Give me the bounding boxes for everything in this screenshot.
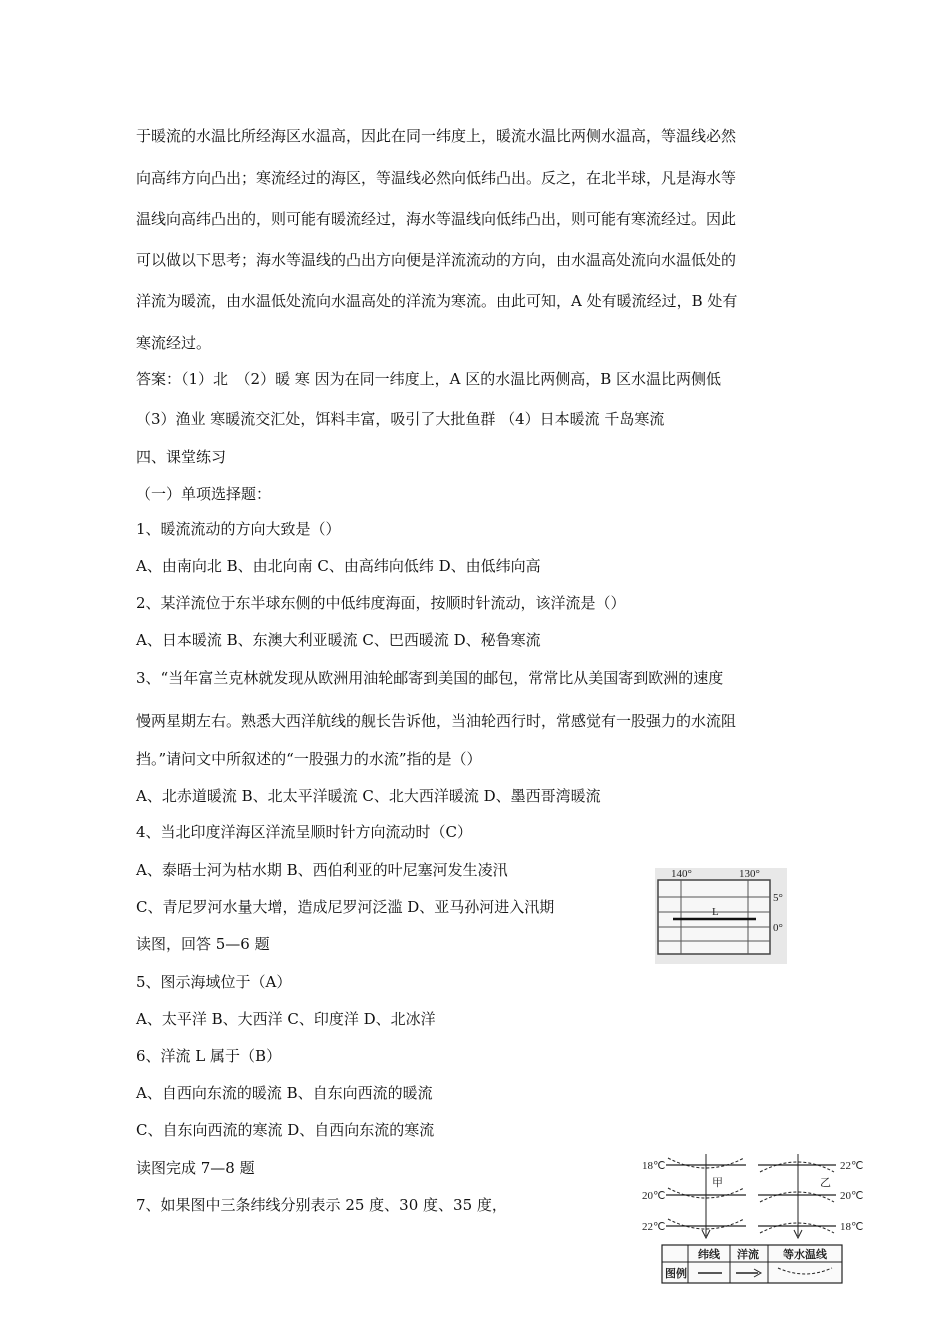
temp-label: 18℃ [840, 1221, 864, 1233]
current-l-label: L [712, 906, 719, 918]
question-line: 4、当北印度洋海区洋流呈顺时针方向流动时（C） [136, 823, 473, 841]
answer-line: 答案：（1）北 （2）暖 寒 因为在同一纬度上，A 区的水温比两侧高，B 区水温比两侧低 [136, 370, 722, 388]
paragraph-line: 寒流经过。 [136, 334, 212, 352]
temp-label: 18℃ [642, 1160, 666, 1172]
temp-label: 22℃ [840, 1160, 864, 1172]
option-line: A、北赤道暖流 B、北太平洋暖流 C、北大西洋暖流 D、墨西哥湾暖流 [136, 787, 601, 805]
answer-line: （3）渔业 寒暖流交汇处，饵料丰富，吸引了大批鱼群 （4）日本暖流 千岛寒流 [136, 410, 665, 428]
label-yi: 乙 [820, 1177, 831, 1189]
label-jia: 甲 [712, 1177, 723, 1189]
question-line: 读图完成 7—8 题 [136, 1159, 255, 1177]
legend-item-current: 洋流 [737, 1249, 759, 1261]
question-line: 1、暖流流动的方向大致是（） [136, 520, 341, 538]
temp-label: 20℃ [840, 1190, 864, 1202]
question-line: 5、图示海域位于（A） [136, 973, 292, 991]
option-line: A、泰晤士河为枯水期 B、西伯利亚的叶尼塞河发生凌汛 [136, 861, 508, 879]
question-line: 读图，回答 5—6 题 [136, 935, 270, 953]
question-line: 6、洋流 L 属于（B） [136, 1047, 282, 1065]
legend-title: 图例 [665, 1268, 687, 1280]
section-title: 四、课堂练习 [136, 448, 227, 466]
option-line: C、自东向西流的寒流 D、自西向东流的寒流 [136, 1121, 435, 1139]
lat-0-label: 0° [773, 922, 783, 934]
figure-isotherms [638, 1150, 874, 1296]
temp-label: 22℃ [642, 1221, 666, 1233]
paragraph-line: 洋流为暖流，由水温低处流向水温高处的洋流为寒流。由此可知，A 处有暖流经过，B 处有 [136, 292, 738, 310]
question-line: 挡。”请问文中所叙述的“一股强力的水流”指的是（） [136, 750, 482, 768]
question-line: 7、如果图中三条纬线分别表示 25 度、30 度、35 度， [136, 1196, 507, 1214]
question-line: 3、“当年富兰克林就发现从欧洲用油轮邮寄到美国的邮包，常常比从美国寄到欧洲的速度 [136, 669, 724, 687]
paragraph-line: 温线向高纬凸出的，则可能有暖流经过，海水等温线向低纬凸出，则可能有寒流经过。因此 [136, 210, 737, 228]
option-line: A、由南向北 B、由北向南 C、由高纬向低纬 D、由低纬向高 [136, 557, 541, 575]
lon-130-label: 130° [739, 868, 760, 880]
option-line: A、太平洋 B、大西洋 C、印度洋 D、北冰洋 [136, 1010, 436, 1028]
option-line: A、日本暖流 B、东澳大利亚暖流 C、巴西暖流 D、秘鲁寒流 [136, 631, 541, 649]
lat-5-label: 5° [773, 892, 783, 904]
question-line: 2、某洋流位于东半球东侧的中低纬度海面，按顺时针流动，该洋流是（） [136, 594, 626, 612]
legend-item-latitude: 纬线 [698, 1249, 720, 1261]
paragraph-line: 向高纬方向凸出；寒流经过的海区，等温线必然向低纬凸出。反之，在北半球，凡是海水等 [136, 169, 737, 187]
lon-140-label: 140° [671, 868, 692, 880]
temp-label: 20℃ [642, 1190, 666, 1202]
legend-item-isotherm: 等水温线 [783, 1249, 827, 1261]
subsection-title: （一）单项选择题： [136, 485, 272, 503]
option-line: A、自西向东流的暖流 B、自东向西流的暖流 [136, 1084, 433, 1102]
question-line: 慢两星期左右。熟悉大西洋航线的舰长告诉他，当油轮西行时，常感觉有一股强力的水流阻 [136, 712, 737, 730]
option-line: C、青尼罗河水量大增，造成尼罗河泛滥 D、亚马孙河进入汛期 [136, 898, 555, 916]
figure-ocean-grid [655, 868, 787, 964]
paragraph-line: 于暖流的水温比所经海区水温高，因此在同一纬度上，暖流水温比两侧水温高，等温线必然 [136, 127, 737, 145]
paragraph-line: 可以做以下思考；海水等温线的凸出方向便是洋流流动的方向，由水温高处流向水温低处的 [136, 251, 737, 269]
